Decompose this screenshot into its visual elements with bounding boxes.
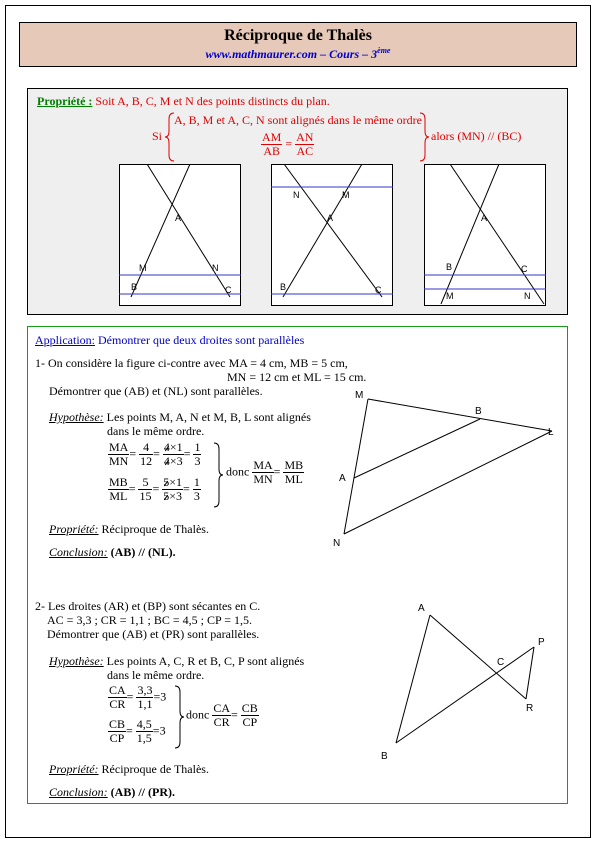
header (19, 22, 577, 67)
svg-text:B: B (381, 751, 388, 762)
ex2-statement: 2- Les droites (AR) et (BP) sont sécantes en C. (35, 599, 261, 613)
thales-figure-3 (424, 164, 546, 306)
ex2-values: AC = 3,3 ; CR = 1,1 ; BC = 4,5 ; CP = 1,5. (47, 613, 252, 627)
point-label: A (175, 213, 182, 223)
ex1-statement-2: MN = 12 cm et ML = 15 cm. (227, 370, 367, 384)
point-label: B (131, 282, 138, 292)
application-heading: Application: Démontrer que deux droites sont parallèles (35, 333, 305, 347)
point-label: N (524, 291, 531, 301)
point-label: M (342, 190, 350, 200)
page-subtitle: www.mathmaurer.com – Cours – 3ème (205, 46, 391, 61)
svg-text:A: A (339, 473, 346, 484)
ex2-property: Propriété: Réciproque de Thalès. (49, 762, 209, 776)
point-label: A (327, 213, 334, 223)
thales-figure-1 (119, 164, 241, 306)
ex1-statement: 1- On considère la figure ci-contre avec MA = 4 cm, MB = 5 cm, (35, 356, 348, 370)
ex2-ratio-1: $\frac{CA}{CR}$ = $\frac{3,3}{1,1}$ =3 (109, 683, 167, 711)
svg-text:R: R (526, 703, 534, 714)
ex1-hypothesis: Hypothèse: Les points M, A, N et M, B, L sont alignés (49, 410, 311, 424)
point-label: C (225, 285, 232, 295)
point-label: M (139, 263, 147, 273)
svg-text:M: M (355, 390, 364, 401)
point-label: B (446, 262, 453, 272)
conclusion-parallel: alors (MN) // (BC) (431, 129, 522, 143)
ex1-donc: donc $\frac{MA}{MN}$ = $\frac{MB}{ML}$ (226, 458, 304, 486)
right-brace (417, 111, 431, 163)
ex1-ratio-1: $\frac{MA}{MN}$ = $\frac{4}{12}$ = $\frac{4\times 1}{4\times 3}$ = $\frac{1}{3}$ (109, 440, 201, 468)
point-label: A (481, 213, 488, 223)
thales-figure-2 (271, 164, 393, 306)
ex2-ratio-2: $\frac{CB}{CP}$ = $\frac{4,5}{1,5}$ =3 (109, 717, 166, 745)
ex2-hypothesis: Hypothèse: Les points A, C, R et B, C, P sont alignés (49, 654, 305, 668)
ex2-question: Démontrer que (AB) et (PR) sont parallèles. (47, 627, 260, 641)
point-label: B (280, 282, 287, 292)
application-box: Application: Démontrer que deux droites sont parallèles 1- On considère la figure ci-contre avec MA = 4 cm, MB = 5 cm, MN = 12 cm et ML = 15 cm. Démontrer que (AB) et (NL) sont parallèles. Hypothèse: Les points M, A, N et M, B, L sont alignés dans le même ordre. $\frac{MA}{MN}$ = $\frac{4}{12}$ = $\frac{4\times 1}{4\times 3}$ = $\frac{1}{3}$ $\frac{MB}{ML}$ = $\frac{5}{15}$ = $\frac{5\times 1}{5\times 3}$ = $\frac{1}{3}$ donc $\frac{MA}{MN}$ = $\frac{MB}{ML}$ Propriété: Réciproque de Thalès. Conclusion: (AB) // (NL). M B L A N 2- Les droites (AR) et (BP) sont sécantes en C. AC = 3,3 ; CR = 1,1 ; BC = 4,5 ; CP = 1,5. Démontrer que (AB) et (PR) sont parallèles. Hypothèse: Les points A, C, R et B, C, P sont alignés dans le même ordre. $\frac{CA}{CR}$ = $\frac{3,3}{1,1}$ =3 $\frac{CB}{CP}$ = $\frac{4,5}{1,5}$ =3 donc $\frac{CA}{CR}$ = $\frac{CB}{CP}$ Propriété: Réciproque de Thalès. Conclusion: (AB) // (PR). A P C R B (27, 326, 568, 804)
property-intro: Propriété : Soit A, B, C, M et N des points distincts du plan. (37, 94, 330, 108)
ex1-property: Propriété: Réciproque de Thalès. (49, 522, 209, 536)
point-label: C (375, 285, 382, 295)
property-box (27, 88, 568, 315)
point-label: N (212, 263, 219, 273)
svg-text:N: N (333, 538, 341, 549)
ex1-question: Démontrer que (AB) et (NL) sont parallèles. (49, 384, 263, 398)
page-title: Réciproque de Thalès (224, 27, 372, 44)
ex1-brace (212, 441, 224, 509)
ex2-donc: donc $\frac{CA}{CR}$ = $\frac{CB}{CP}$ (186, 701, 258, 729)
condition-ratio: $\frac{AM}{AB}$ = $\frac{AN}{AC}$ (262, 130, 314, 158)
ex2-figure (368, 595, 568, 767)
point-label: C (521, 264, 528, 274)
svg-text:B: B (475, 406, 482, 417)
ex2-conclusion: Conclusion: (AB) // (PR). (49, 785, 175, 799)
condition-aligned: A, B, M et A, C, N sont alignés dans le même ordre (174, 113, 422, 127)
si-word: Si (152, 129, 163, 143)
ex1-figure (328, 385, 568, 551)
svg-text:P: P (538, 637, 545, 648)
ex2-brace (173, 684, 185, 750)
ex1-ratio-2: $\frac{MB}{ML}$ = $\frac{5}{15}$ = $\frac{5\times 1}{5\times 3}$ = $\frac{1}{3}$ (109, 475, 200, 503)
svg-text:A: A (418, 603, 425, 614)
svg-text:L: L (548, 427, 554, 438)
ex1-conclusion: Conclusion: (AB) // (NL). (49, 545, 176, 559)
svg-text:C: C (497, 657, 505, 668)
point-label: N (293, 190, 300, 200)
point-label: M (446, 291, 454, 301)
site-link[interactable]: www.mathmaurer.com (205, 47, 318, 61)
